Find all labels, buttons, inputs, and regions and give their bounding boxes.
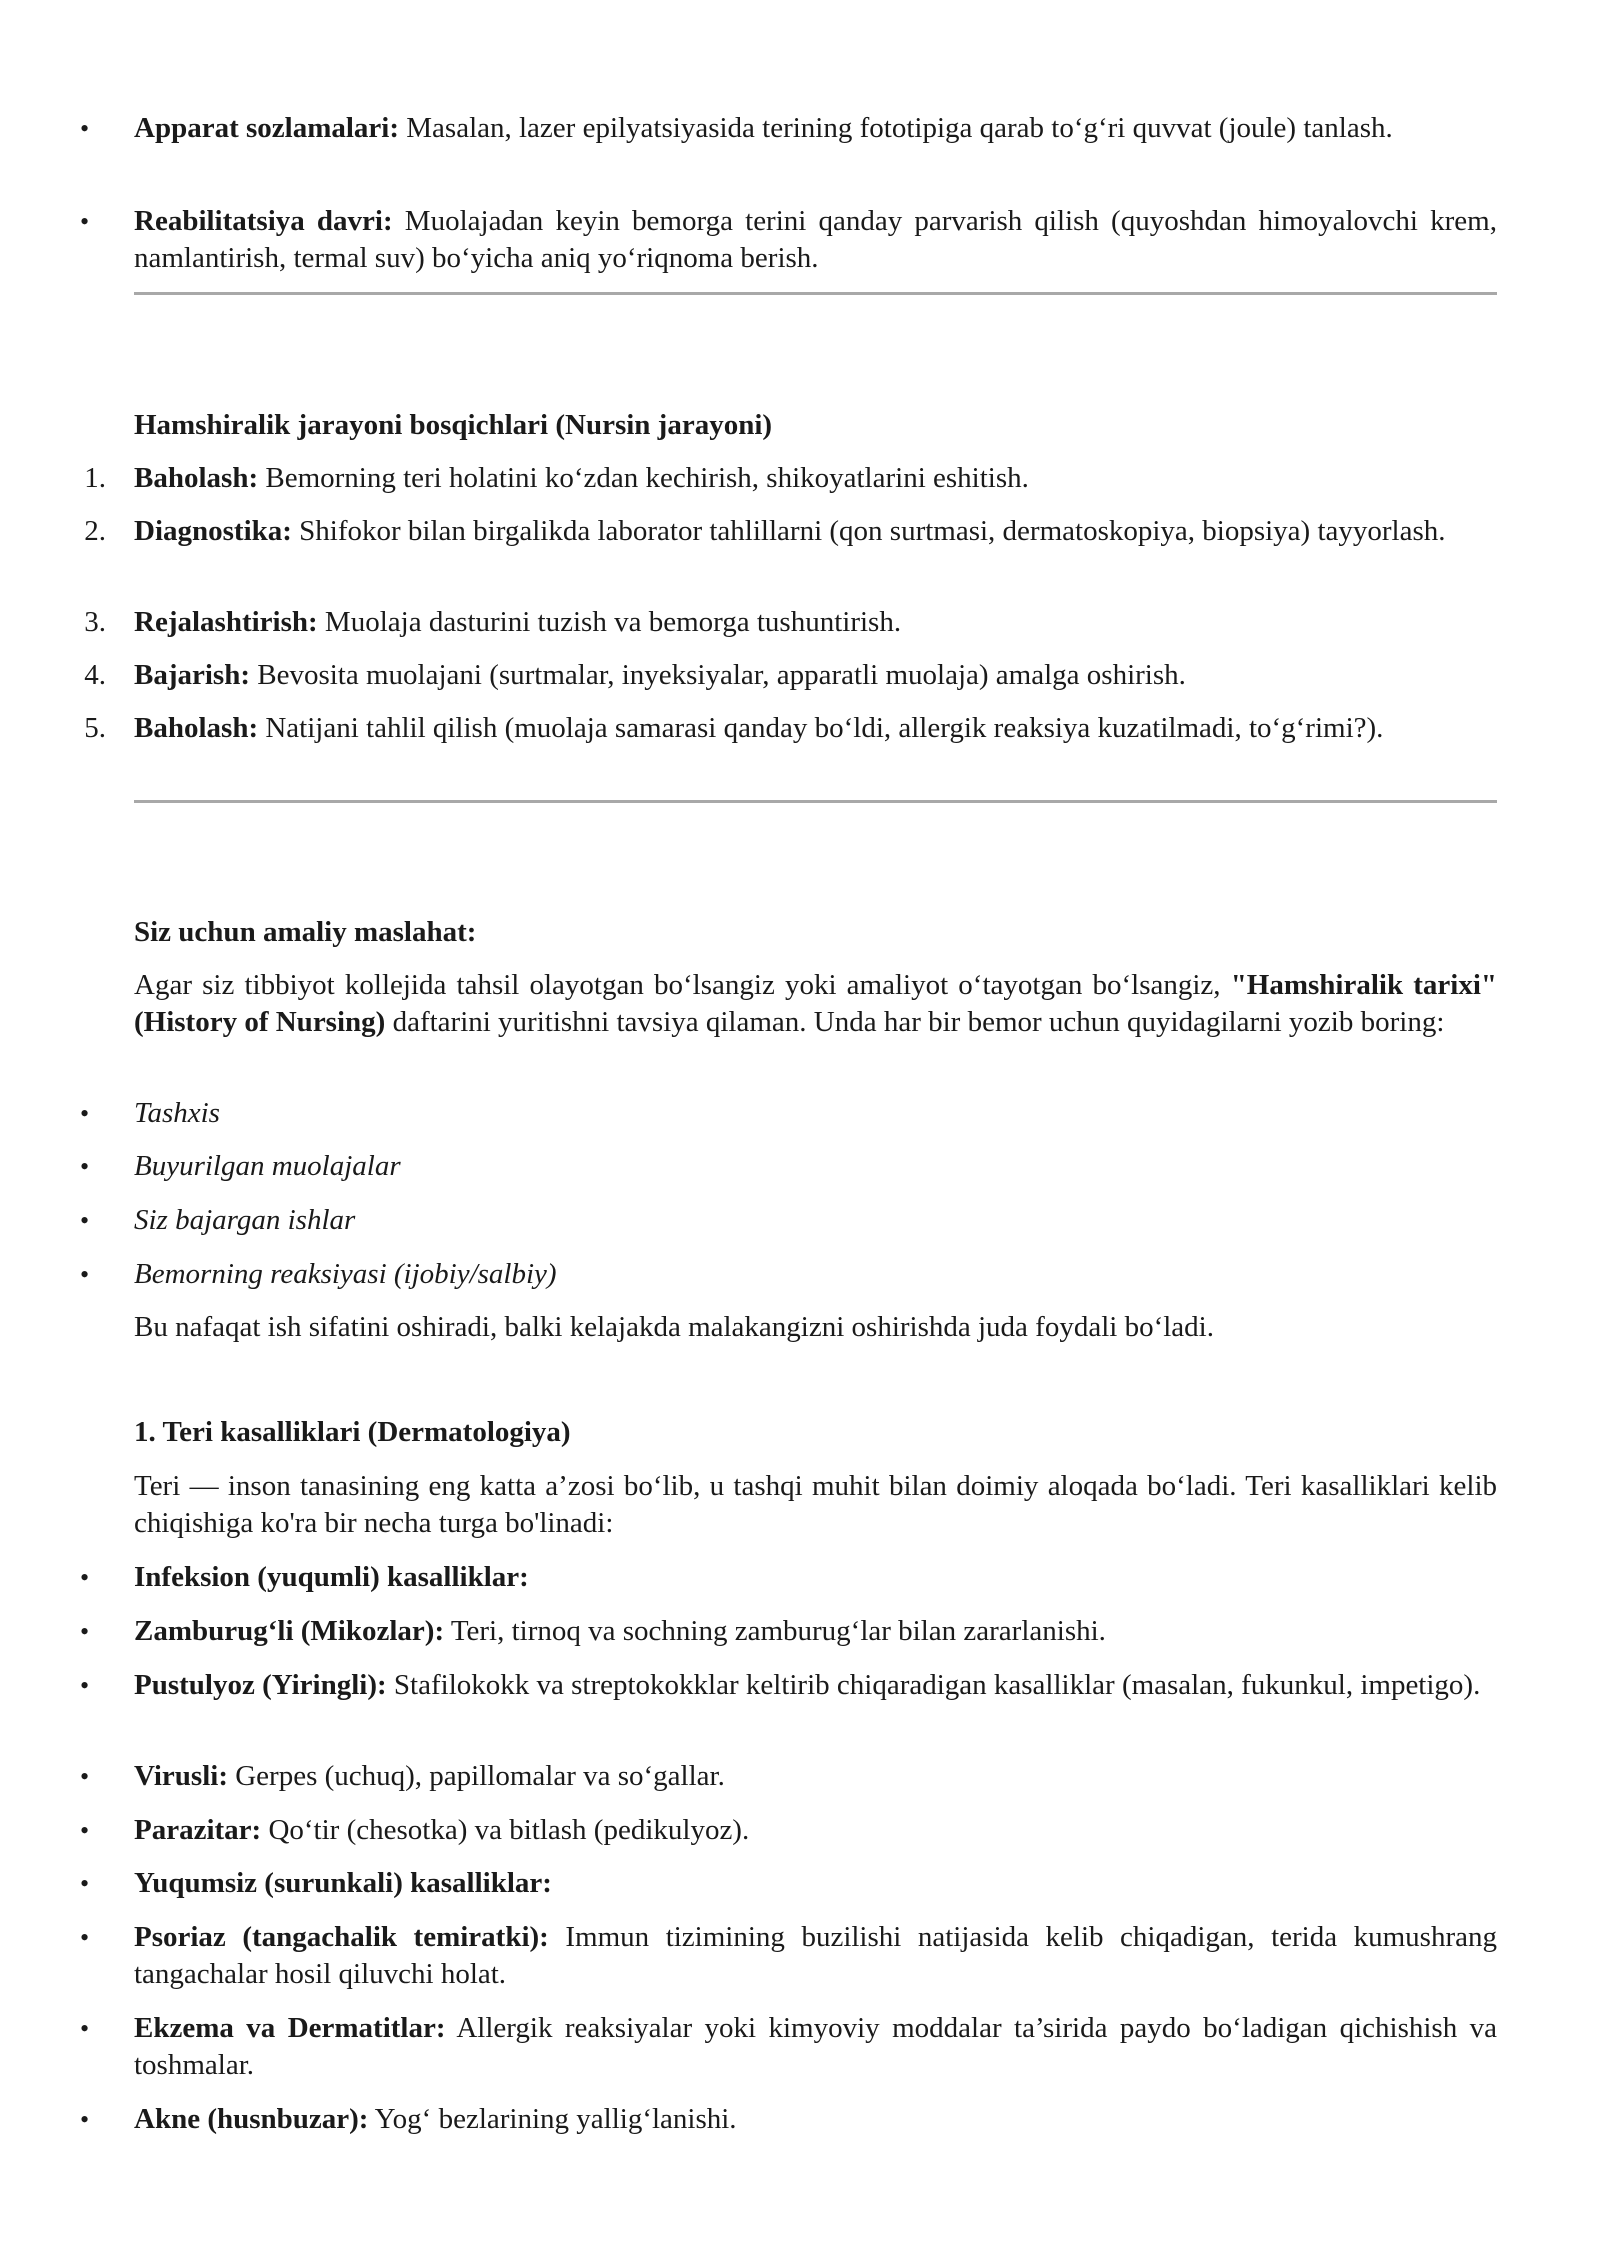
- bullet-marker: •: [80, 1260, 90, 1289]
- list-item: Infeksion (yuqumli) kasalliklar:: [134, 1561, 529, 1593]
- section-heading: 1. Teri kasalliklari (Dermatologiya): [134, 1416, 571, 1448]
- list-item: Diagnostika: Shifokor bilan birgalikda laborator tahlillarni (qon surtmasi, dermatoskopiya, biopsiya) tayyorlash.: [134, 515, 1446, 547]
- bullet-marker: •: [80, 2014, 90, 2043]
- list-item: Pustulyoz (Yiringli): Stafilokokk va streptokokklar keltirib chiqaradigan kasalliklar (masalan, fukunkul, impetigo).: [134, 1669, 1481, 1701]
- list-item: Tashxis: [134, 1097, 220, 1129]
- bullet-marker: •: [80, 1206, 90, 1235]
- bullet-marker: •: [80, 1923, 90, 1952]
- paragraph: Teri — inson tanasining eng katta a’zosi bo‘lib, u tashqi muhit bilan doimiy aloqada bo‘ladi. Teri kasalliklari kelib chiqishiga ko'ra bir necha turga bo'linadi:: [134, 1470, 1497, 1539]
- list-item: Psoriaz (tangachalik temiratki): Immun tizimining buzilishi natijasida kelib chiqadigan, terida kumushrang tangachalar hosil qiluvchi holat.: [134, 1921, 1497, 1990]
- list-item: Akne (husnbuzar): Yog‘ bezlarining yallig‘lanishi.: [134, 2103, 737, 2135]
- list-item: Yuqumsiz (surunkali) kasalliklar:: [134, 1867, 552, 1899]
- list-number: 5.: [84, 712, 106, 744]
- list-item: Baholash: Natijani tahlil qilish (muolaja samarasi qanday bo‘ldi, allergik reaksiya kuzatilmadi, to‘g‘rimi?).: [134, 712, 1384, 744]
- list-number: 3.: [84, 606, 106, 638]
- list-item: Ekzema va Dermatitlar: Allergik reaksiyalar yoki kimyoviy moddalar ta’sirida paydo bo‘ladigan qichishish va toshmalar.: [134, 2012, 1497, 2081]
- bullet-marker: •: [80, 1099, 90, 1128]
- list-item: Rejalashtirish: Muolaja dasturini tuzish va bemorga tushuntirish.: [134, 606, 902, 638]
- bullet-marker: •: [80, 2105, 90, 2134]
- horizontal-rule: [134, 292, 1497, 295]
- bullet-marker: •: [80, 1762, 90, 1791]
- list-number: 2.: [84, 515, 106, 547]
- list-item: Parazitar: Qo‘tir (chesotka) va bitlash (pedikulyoz).: [134, 1814, 750, 1846]
- bullet-marker: •: [80, 114, 90, 143]
- list-item: Apparat sozlamalari: Masalan, lazer epilyatsiyasida terining fototipiga qarab to‘g‘ri quvvat (joule) tanlash.: [134, 112, 1393, 144]
- list-item: Bajarish: Bevosita muolajani (surtmalar, inyeksiyalar, apparatli muolaja) amalga oshirish.: [134, 659, 1186, 691]
- section-heading: Hamshiralik jarayoni bosqichlari (Nursin jarayoni): [134, 409, 773, 441]
- list-item: Siz bajargan ishlar: [134, 1204, 356, 1236]
- list-item: Buyurilgan muolajalar: [134, 1150, 401, 1182]
- list-item: Zamburug‘li (Mikozlar): Teri, tirnoq va sochning zamburug‘lar bilan zararlanishi.: [134, 1615, 1106, 1647]
- bullet-marker: •: [80, 1816, 90, 1845]
- list-item: Bemorning reaksiyasi (ijobiy/salbiy): [134, 1258, 557, 1290]
- section-heading: Siz uchun amaliy maslahat:: [134, 916, 477, 948]
- bullet-marker: •: [80, 1152, 90, 1181]
- list-number: 4.: [84, 659, 106, 691]
- paragraph: Bu nafaqat ish sifatini oshiradi, balki kelajakda malakangizni oshirishda juda foydali bo‘ladi.: [134, 1311, 1214, 1343]
- bullet-marker: •: [80, 1563, 90, 1592]
- list-item: Virusli: Gerpes (uchuq), papillomalar va so‘gallar.: [134, 1760, 725, 1792]
- bullet-marker: •: [80, 1869, 90, 1898]
- bullet-marker: •: [80, 207, 90, 236]
- list-item: Baholash: Bemorning teri holatini ko‘zdan kechirish, shikoyatlarini eshitish.: [134, 462, 1029, 494]
- list-number: 1.: [84, 462, 106, 494]
- paragraph: Agar siz tibbiyot kollejida tahsil olayotgan bo‘lsangiz yoki amaliyot o‘tayotgan bo‘lsangiz, "Hamshiralik tarixi" (History of Nursing) daftarini yuritishni tavsiya qilaman. Unda har bir bemor uchun quyidagilarni yozib boring:: [134, 969, 1497, 1038]
- list-item: Reabilitatsiya davri: Muolajadan keyin bemorga terini qanday parvarish qilish (quyoshdan himoyalovchi krem, namlantirish, termal suv) bo‘yicha aniq yo‘riqnoma berish.: [134, 205, 1497, 274]
- bullet-marker: •: [80, 1671, 90, 1700]
- horizontal-rule: [134, 800, 1497, 803]
- bullet-marker: •: [80, 1617, 90, 1646]
